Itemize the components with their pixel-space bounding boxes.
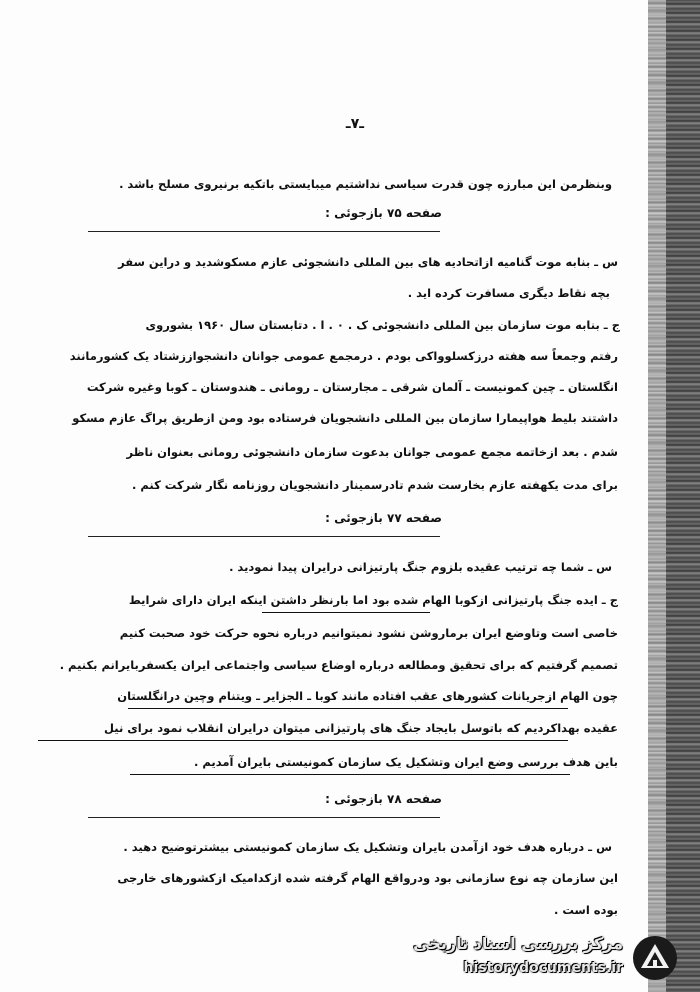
text-line: عقیده بهداکردیم که باتوسل بایجاد جنگ های پارتیزانی میتوان درایران انقلاب نمود برای نیل xyxy=(103,721,618,735)
section-heading: صفحه ۷۷ بازجوئی : xyxy=(325,511,442,525)
text-line: خاصی است وتاوضع ایران برماروشن نشود نمیتوانیم درباره نحوه حرکت خود صحبت کنیم xyxy=(119,626,618,640)
text-line: چون الهام ازجریانات کشورهای عقب افتاده مانند کوبا ـ الجزایر ـ ویتنام وچین درانگلستان xyxy=(117,689,618,703)
text-line: بچه نقاط دیگری مسافرت کرده اید . xyxy=(407,286,610,300)
text-line: این سازمان چه نوع سازمانی بود ودرواقع الهام گرفته شده ازکدامیک ازکشورهای خارجی xyxy=(117,871,618,885)
scanned-page-edge xyxy=(648,0,700,992)
handwritten-underline xyxy=(128,708,568,709)
watermark-url: historydocuments.ir xyxy=(463,960,623,976)
text-line: برای مدت یکهفته عازم بخارست شدم تادرسمینار دانشجویان روزنامه نگار شرکت کنم . xyxy=(132,478,618,492)
text-line: شدم . بعد ازخاتمه مجمع عمومی جوانان بدعوت سازمان دانشجوئی رومانی بعنوان ناظر xyxy=(126,445,618,459)
text-line: س ـ درباره هدف خود ازآمدن بایران وتشکیل یک سازمان کمونیستی بیشترتوضیح دهید . xyxy=(123,840,612,854)
section-divider xyxy=(88,536,440,537)
section-divider xyxy=(88,231,440,232)
text-line: بوده است . xyxy=(553,903,618,917)
handwritten-underline xyxy=(262,612,430,613)
text-line: س ـ بنابه موت گنامیه ازاتحادیه های بین المللی دانشجوئی عازم مسکوشدید و دراین سفر xyxy=(118,255,618,269)
text-line: رفتم وجمعاً سه هفته درزکسلوواکی بودم . درمجمع عمومی جوانان دانشجواززشتاد یک کشورمانند xyxy=(69,349,618,363)
archive-logo-icon xyxy=(631,934,679,982)
text-line: تصمیم گرفتیم که برای تحقیق ومطالعه درباره اوضاع سیاسی واجتماعی ایران یکسفربایرانم بکنیم . xyxy=(59,658,618,672)
page-number: ـ۷ـ xyxy=(345,116,365,132)
text-line: ج ـ ایده جنگ پارتیزانی ازکوبا الهام شده بود اما بارنظر داشتن اینکه ایران دارای شرایط xyxy=(128,593,618,607)
section-divider xyxy=(88,817,440,818)
text-line: باین هدف بررسی وضع ایران وتشکیل یک سازمان کمونیستی بایران آمدیم . xyxy=(194,755,618,769)
text-line: انگلستان ـ چین کمونیست ـ آلمان شرقی ـ مجارستان ـ رومانی ـ هندوستان ـ کوبا وغیره شرکت xyxy=(86,380,618,394)
text-line: ج ـ بنابه موت سازمان بین المللی دانشجوئی ک . ۰ . ا . دتابستان سال ۱۹۶۰ بشوروی xyxy=(145,318,620,332)
text-line: داشتند بلیط هواپیمارا سازمان بین المللی دانشجویان فرستاده بود ومن ازطریق پراگ عازم مسکو xyxy=(72,411,618,425)
handwritten-underline xyxy=(38,740,568,741)
text-line: وبنظرمن این مبارزه چون قدرت سیاسی نداشتیم میبایستی باتکیه برنیروی مسلح باشد . xyxy=(119,177,612,191)
handwritten-underline xyxy=(130,774,570,775)
text-line: س ـ شما چه ترتیب عقیده بلزوم جنگ پارتیزانی درایران پیدا نمودید . xyxy=(229,560,612,574)
section-heading: صفحه ۷۵ بازجوئی : xyxy=(325,206,442,220)
watermark-logo xyxy=(385,932,685,988)
watermark-title: مرکز بررسی اسناد تاریخی xyxy=(413,934,623,953)
section-heading: صفحه ۷۸ بازجوئی : xyxy=(325,792,442,806)
